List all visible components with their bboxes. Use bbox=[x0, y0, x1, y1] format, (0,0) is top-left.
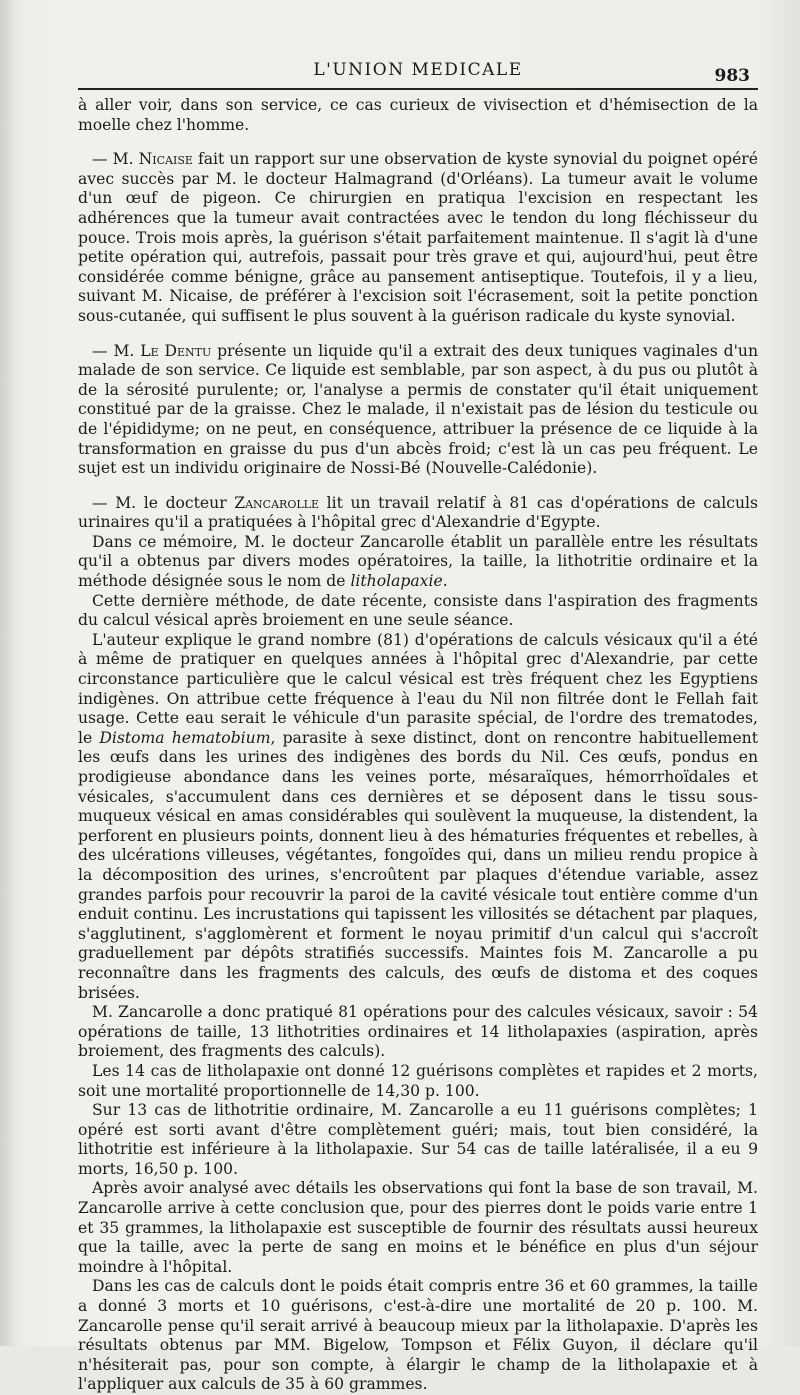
paragraph-le-dentu bbox=[78, 342, 758, 479]
paragraph-text: Dans les cas de calculs dont le poids était compris entre 36 et 60 grammes, la taille a donné 3 morts et 10 guérisons, c'est-à-dire une mortalité de 20 p. 100. M. Zancarolle pense qu'il serait arrivé à beaucoup mieux par la litholapaxie. D'après les résultats obtenus par MM. Bigelow, Tompson et Félix Guyon, il déclare qu'il n'hésiterait pas, pour son compte, à élargir le champ de la litholapaxie et à l'appliquer aux calculs de 35 à 60 grammes. bbox=[78, 1277, 758, 1394]
paragraph-auteur bbox=[78, 631, 758, 1003]
page-number: 983 bbox=[714, 66, 750, 86]
page-header bbox=[78, 56, 758, 90]
article-body bbox=[78, 96, 758, 1395]
paragraph-litholapaxie bbox=[78, 1062, 758, 1101]
paragraph-text: fait un rapport sur une observation de kyste synovial du poignet opéré avec succès par M. le docteur Halmagrand (d'Orléans). La tumeur avait le volume d'un œuf de pigeon. Ce chirurgien en pratiqua l'excision en respectant les adhérences que la tumeur avait contractées avec le tendon du long fléchisseur du pouce. Trois mois après, la guérison s'était parfaitement maintenue. Il s'agit là d'une petite opération qui, autrefois, passait pour très grave et qui, aujourd'hui, peut être considérée comme bénigne, grâce au pansement antiseptique. Toutefois, il y a lieu, suivant M. Nicaise, de préférer à l'excision soit l'écrasement, soit la petite ponction sous-cutanée, qui suffisent le plus souvent à la guérison radicale du kyste synovial. bbox=[78, 150, 758, 325]
paragraph-prefix: — M. bbox=[92, 150, 139, 169]
paragraph-text: Cette dernière méthode, de date récente, consiste dans l'aspiration des fragments du calcul vésical après broiement en une seule séance. bbox=[78, 591, 758, 630]
running-title: L'UNION MEDICALE bbox=[313, 60, 523, 80]
speaker-name: Nicaise bbox=[138, 150, 193, 169]
paragraph-lithotritie bbox=[78, 1101, 758, 1179]
speaker-name: Zancarolle bbox=[234, 493, 319, 512]
paragraph-prefix: — M. le docteur bbox=[92, 493, 235, 512]
paragraph-text: Dans ce mémoire, M. le docteur Zancarolle établit un parallèle entre les résultats qu'il a obtenus par divers modes opératoires, la taille, la lithotritie ordinaire et la méthode désignée sous le nom de bbox=[78, 532, 758, 591]
paragraph-text: , parasite à sexe distinct, dont on rencontre habituellement les œufs dans les urines des indigènes des bords du Nil. Ces œufs, pondus en prodigieuse abondance dans les veines porte, mésaraïques, hémorrhoïdales et vésicales, s'accumulent dans ces dernières et se déposent dans le tissu sous-muqueux vésical en amas considérables qui soulèvent la muqueuse, la distendent, la perforent en plusieurs points, donnent lieu à des hématuries fréquentes et rebelles, à des ulcérations villeuses, végétantes, fongoïdes qui, dans un milieu rendu propice à la décomposition des urines, s'encroûtent par plaques d'étendue variable, assez grandes parfois pour recouvrir la paroi de la cavité vésicale tout entière comme d'un enduit continu. Les incrustations qui tapissent les villosités se détachent par plaques, s'agglutinent, s'agglomèrent et forment le noyau primitif d'un calcul qui s'accroît graduellement par dépôts stratifiés successifs. Maintes fois M. Zancarolle a pu reconnaître dans les fragments des calculs, des œufs de distoma et des coques brisées. bbox=[78, 728, 758, 1002]
italic-term: litholapaxie bbox=[350, 572, 443, 591]
paragraph-text: à aller voir, dans son service, ce cas curieux de vivisection et d'hémisection de la moelle chez l'homme. bbox=[78, 96, 758, 134]
paragraph-continuation bbox=[78, 96, 758, 135]
paragraph-text: Les 14 cas de litholapaxie ont donné 12 guérisons complètes et rapides et 2 morts, soit une mortalité proportionnelle de 14,30 p. 100. bbox=[78, 1061, 758, 1100]
paragraph-conclusion bbox=[78, 1179, 758, 1277]
paragraph-text: . bbox=[442, 572, 448, 591]
paragraph-prefix: — M. bbox=[92, 341, 141, 360]
speaker-name: Le Dentu bbox=[140, 341, 212, 360]
paragraph-text: Sur 13 cas de lithotritie ordinaire, M. Zancarolle a eu 11 guérisons complètes; 1 opéré est sorti avant d'être complètement guéri; mais, tout bien considéré, la lithotritie est inférieure à la litholapaxie. Sur 54 cas de taille latéralisée, il a eu 9 morts, 16,50 p. 100. bbox=[78, 1101, 758, 1178]
paragraph-methode bbox=[78, 592, 758, 631]
paragraph-calculs bbox=[78, 1277, 758, 1395]
paragraph-text: L'auteur explique le grand nombre (81) d'opérations de calculs vésicaux qu'il a été à même de pratiquer en quelques années à l'hôpital grec d'Alexandrie, par cette circonstance particulière que le calcul vésical est très fréquent chez les Egyptiens indigènes. On attribue cette fréquence à l'eau du Nil non filtrée dont le Fellah fait usage. Cette eau serait le véhicule d'un parasite spécial, de l'ordre des trematodes, le bbox=[78, 630, 758, 747]
paragraph-memoire bbox=[78, 533, 758, 592]
paragraph-text: M. Zancarolle a donc pratiqué 81 opérations pour des calcules vésicaux, savoir : 54 opérations de taille, 13 lithotrities ordinaires et 14 litholapaxies (aspiration, après broiement, des fragments des calculs). bbox=[78, 1003, 758, 1061]
paragraph-operations bbox=[78, 1003, 758, 1062]
italic-term: Distoma hematobium bbox=[99, 728, 271, 747]
paragraph-nicaise bbox=[78, 150, 758, 326]
paragraph-text: lit un travail relatif à 81 cas d'opérations de calculs urinaires qu'il a pratiquées à l'hôpital grec d'Alexandrie d'Egypte. bbox=[78, 493, 758, 532]
paragraph-text: Après avoir analysé avec détails les observations qui font la base de son travail, M. Zancarolle arrive à cette conclusion que, pour des pierres dont le poids varie entre 1 et 35 grammes, la litholapaxie est susceptible de fournir des résultats aussi heureux que la taille, avec la perte de sang en moins et le bénéfice en plus d'un séjour moindre à l'hôpital. bbox=[78, 1179, 758, 1276]
paragraph-text: présente un liquide qu'il a extrait des deux tuniques vaginales d'un malade de son service. Ce liquide est semblable, par son aspect, à du pus ou plutôt à de la sérosité purulente; or, l'analyse a permis de constater qu'il était uniquement constitué par de la graisse. Chez le malade, il n'existait pas de lésion du testicule ou de l'épididyme; on ne peut, en conséquence, attribuer la présence de ce liquide à la transformation en graisse du pus d'un abcès froid; c'est là un cas peu fréquent. Le sujet est un individu originaire de Nossi-Bé (Nouvelle-Calédonie). bbox=[78, 341, 758, 478]
paragraph-zancarolle bbox=[78, 494, 758, 533]
